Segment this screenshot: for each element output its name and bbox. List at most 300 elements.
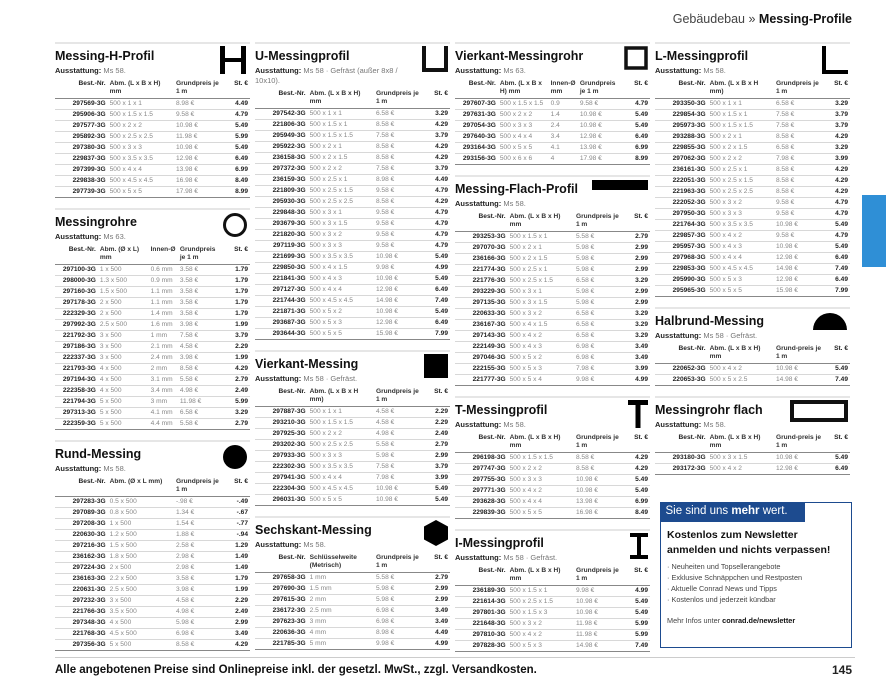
order-number: 221774-3G <box>455 265 508 276</box>
unit-price: 1.99 <box>225 353 250 364</box>
cell: 500 x 3 x 3 <box>108 143 174 154</box>
table-row[interactable] <box>55 320 250 331</box>
table-row[interactable] <box>55 541 250 552</box>
table-row[interactable] <box>255 131 450 142</box>
cell: 500 x 1.5 x 1.5 <box>508 453 574 464</box>
cell: 12.98 € <box>374 318 425 329</box>
cell: 4.4 mm <box>149 419 178 430</box>
tube-round-icon <box>222 212 248 243</box>
table-row[interactable] <box>455 364 650 375</box>
bullet: · Aktuelle Conrad News und Tipps <box>667 583 777 593</box>
table-row[interactable] <box>655 231 850 242</box>
section-title: Vierkant-Messingrohr <box>455 49 584 63</box>
table-row[interactable] <box>655 143 850 154</box>
table-row[interactable] <box>55 574 250 585</box>
table-row[interactable] <box>655 375 850 386</box>
table-row[interactable] <box>255 329 450 340</box>
table-row[interactable] <box>55 353 250 364</box>
order-number: 236158-3G <box>255 153 308 164</box>
table-row[interactable] <box>455 641 650 652</box>
spec-value: Ms 58. <box>503 420 526 429</box>
order-number: 221820-3G <box>255 230 308 241</box>
cell: 500 x 2 x 2 <box>308 164 374 175</box>
table-row[interactable] <box>655 187 850 198</box>
table-row[interactable] <box>255 208 450 219</box>
unit-price: 4.29 <box>225 364 250 375</box>
table-header <box>55 79 250 99</box>
table-row[interactable] <box>55 342 250 353</box>
unit-price: 5.49 <box>425 495 450 506</box>
spec-label: Ausstattung: <box>55 66 102 75</box>
cell: 10.98 € <box>574 608 625 619</box>
cell: 500 x 5 x 2.5 <box>708 375 774 386</box>
order-number: 236161-3G <box>655 165 708 176</box>
table-row[interactable] <box>55 121 250 132</box>
table-header <box>455 212 650 232</box>
order-number: 293253-3G <box>455 232 508 243</box>
unit-price: 4.29 <box>425 142 450 153</box>
table-row[interactable] <box>455 154 650 165</box>
table-row[interactable] <box>255 639 450 650</box>
table-row[interactable] <box>455 486 650 497</box>
table-row[interactable] <box>655 364 850 375</box>
table-row[interactable] <box>455 597 650 608</box>
table-row[interactable] <box>255 451 450 462</box>
column-header: Abm. (L x B x H) mm <box>508 566 574 586</box>
cell: 500 x 2 x 2 <box>508 464 574 475</box>
table-row[interactable] <box>255 606 450 617</box>
table-row[interactable] <box>55 519 250 530</box>
column-header: St. € <box>425 89 450 109</box>
cell: 4 x 500 <box>108 618 174 629</box>
breadcrumb <box>673 12 852 26</box>
order-number: 297577-3G <box>55 121 108 132</box>
spec-label: Ausstattung: <box>655 331 702 340</box>
cell: 4 x 500 <box>98 364 149 375</box>
cell: 500 x 2.5 x 1 <box>308 175 374 186</box>
table-row[interactable] <box>455 243 650 254</box>
table-row[interactable] <box>255 318 450 329</box>
table-row[interactable] <box>55 187 250 198</box>
cell: 500 x 4 x 2 <box>708 464 774 475</box>
table-row[interactable] <box>255 164 450 175</box>
order-number: 236167-3G <box>455 320 508 331</box>
table-row[interactable] <box>255 595 450 606</box>
table-row[interactable] <box>55 397 250 408</box>
cell: 500 x 1.5 x 1.5 <box>308 131 374 142</box>
table-row[interactable] <box>55 132 250 143</box>
order-number: 293350-3G <box>655 99 708 110</box>
cell: 3 x 500 <box>98 353 149 364</box>
square-tube-icon <box>624 46 648 75</box>
cell: 500 x 2.5 x 1 <box>508 265 574 276</box>
cell: 500 x 4 x 1.5 <box>508 320 574 331</box>
table-row[interactable] <box>255 296 450 307</box>
table-row[interactable] <box>455 99 650 110</box>
unit-price: 2.79 <box>225 375 250 386</box>
order-number: 297755-3G <box>455 475 508 486</box>
table-row[interactable] <box>55 309 250 320</box>
table-row[interactable] <box>55 563 250 574</box>
table-row[interactable] <box>55 176 250 187</box>
cell: 3.98 € <box>174 585 225 596</box>
table-row[interactable] <box>55 110 250 121</box>
table-row[interactable] <box>655 453 850 464</box>
unit-price: 4.29 <box>825 165 850 176</box>
table-row[interactable] <box>55 386 250 397</box>
column-header: Grundpreis je 1 m <box>374 553 425 573</box>
column-header: Schlüsselweite (Metrisch) <box>308 553 374 573</box>
product-section <box>255 350 450 506</box>
order-number: 220653-3G <box>655 375 708 386</box>
cell: 500 x 4 x 3 <box>508 342 574 353</box>
table-row[interactable] <box>455 353 650 364</box>
table-row[interactable] <box>55 265 250 276</box>
table-row[interactable] <box>455 331 650 342</box>
table-row[interactable] <box>255 263 450 274</box>
cell: 9.58 € <box>374 186 425 197</box>
cell: 6.98 € <box>374 606 425 617</box>
table-row[interactable] <box>255 584 450 595</box>
cell: 12.98 € <box>774 464 825 475</box>
bullet: · Kostenlos und jederzeit kündbar <box>667 594 776 604</box>
table-row[interactable] <box>55 99 250 110</box>
product-section <box>455 529 650 652</box>
cell: 9.98 € <box>374 639 425 650</box>
unit-price: 8.99 <box>625 154 650 165</box>
bullet: · Neuheiten und Topsellerangebote <box>667 561 781 571</box>
table-row[interactable] <box>55 408 250 419</box>
table-row[interactable] <box>255 628 450 639</box>
cell: 500 x 3 x 2 <box>308 230 374 241</box>
table-row[interactable] <box>55 298 250 309</box>
order-number: 296198-3G <box>455 453 508 464</box>
order-number: 296031-3G <box>255 495 308 506</box>
table-row[interactable] <box>55 552 250 563</box>
table-row[interactable] <box>255 407 450 418</box>
cell: 12.98 € <box>578 132 625 143</box>
unit-price: 5.49 <box>825 453 850 464</box>
unit-price: 5.49 <box>825 220 850 231</box>
cell: 500 x 4 x 1.5 <box>308 263 374 274</box>
table-row[interactable] <box>655 209 850 220</box>
cell: 500 x 4 x 4 <box>308 285 374 296</box>
order-number: 293180-3G <box>655 453 708 464</box>
table-row[interactable] <box>455 276 650 287</box>
table-row[interactable] <box>455 475 650 486</box>
order-number: 297119-3G <box>255 241 308 252</box>
table-row[interactable] <box>55 596 250 607</box>
table-row[interactable] <box>255 153 450 164</box>
table-row[interactable] <box>655 165 850 176</box>
cell: 6.58 € <box>774 99 825 110</box>
table-row[interactable] <box>655 286 850 297</box>
unit-price: 3.29 <box>625 320 650 331</box>
banner-text-end: wert. <box>762 504 788 517</box>
table-row[interactable] <box>55 497 250 508</box>
order-number: 293172-3G <box>655 464 708 475</box>
cell: 1.5 mm <box>308 584 374 595</box>
cell: 8.58 € <box>374 197 425 208</box>
cell: 10.98 € <box>774 453 825 464</box>
unit-price: 7.49 <box>825 375 850 386</box>
cell: 500 x 2.5 x 1.5 <box>308 186 374 197</box>
product-section <box>655 307 850 386</box>
order-number: 221841-3G <box>255 274 308 285</box>
unit-price: 4.99 <box>425 639 450 650</box>
cell: 8.98 € <box>374 175 425 186</box>
unit-price: 2.99 <box>625 287 650 298</box>
table-row[interactable] <box>255 274 450 285</box>
cell: 3.98 € <box>178 320 225 331</box>
cell: 2.4 mm <box>149 353 178 364</box>
table-row[interactable] <box>255 252 450 263</box>
table-row[interactable] <box>55 375 250 386</box>
table-row[interactable] <box>55 143 250 154</box>
table-row[interactable] <box>655 242 850 253</box>
product-section <box>655 42 850 297</box>
order-number: 220631-3G <box>55 585 108 596</box>
table-row[interactable] <box>255 307 450 318</box>
cell: 8.58 € <box>374 120 425 131</box>
order-number: 222304-3G <box>255 484 308 495</box>
cell: 9.58 € <box>774 231 825 242</box>
unit-price: 1.79 <box>225 309 250 320</box>
table-row[interactable] <box>455 232 650 243</box>
table-row[interactable] <box>55 287 250 298</box>
table-row[interactable] <box>55 618 250 629</box>
table-row[interactable] <box>455 110 650 121</box>
unit-price: 7.99 <box>825 286 850 297</box>
table-row[interactable] <box>655 154 850 165</box>
cell: 4 <box>549 154 578 165</box>
table-row[interactable] <box>455 586 650 597</box>
table-row[interactable] <box>455 121 650 132</box>
table-row[interactable] <box>255 617 450 628</box>
table-row[interactable] <box>55 508 250 519</box>
material-spec <box>455 553 650 563</box>
order-number: 236166-3G <box>455 254 508 265</box>
column-header: Abm. (L x B x H) mm <box>708 433 774 453</box>
table-row[interactable] <box>455 342 650 353</box>
unit-price: 1.49 <box>225 552 250 563</box>
column-2 <box>255 42 450 660</box>
column-header: Best.-Nr. <box>55 79 108 99</box>
table-row[interactable] <box>55 419 250 430</box>
order-number: 297046-3G <box>455 353 508 364</box>
order-number: 297658-3G <box>255 573 308 584</box>
cell: 9.58 € <box>374 230 425 241</box>
cell: 500 x 4 x 4 <box>108 165 174 176</box>
table-row[interactable] <box>455 298 650 309</box>
table-row[interactable] <box>55 640 250 651</box>
table-row[interactable] <box>655 275 850 286</box>
cell: 3.58 € <box>178 298 225 309</box>
table-row[interactable] <box>255 142 450 153</box>
table-row[interactable] <box>655 110 850 121</box>
material-spec <box>455 66 650 76</box>
table-row[interactable] <box>455 320 650 331</box>
product-table <box>455 212 650 386</box>
spec-label: Ausstattung: <box>255 66 302 75</box>
cell: 6.58 € <box>774 143 825 154</box>
order-number: 295965-3G <box>655 286 708 297</box>
order-number: 236172-3G <box>255 606 308 617</box>
table-row[interactable] <box>55 331 250 342</box>
cell: 500 x 3 x 2 <box>508 619 574 630</box>
table-row[interactable] <box>455 265 650 276</box>
table-row[interactable] <box>255 230 450 241</box>
spec-value: Ms 58. <box>503 199 526 208</box>
table-row[interactable] <box>455 497 650 508</box>
table-row[interactable] <box>455 453 650 464</box>
unit-price: 2.29 <box>425 418 450 429</box>
column-header: Grundpreis je 1 m <box>374 387 425 407</box>
column-header: Grundpreis je 1 m <box>574 566 625 586</box>
t-profile-icon <box>628 400 648 433</box>
cell: 5 x 500 <box>98 419 149 430</box>
table-row[interactable] <box>255 484 450 495</box>
unit-price: 7.49 <box>825 264 850 275</box>
table-row[interactable] <box>255 186 450 197</box>
cell: 10.98 € <box>574 475 625 486</box>
order-number: 297887-3G <box>255 407 308 418</box>
table-row[interactable] <box>255 440 450 451</box>
table-row[interactable] <box>655 132 850 143</box>
table-row[interactable] <box>455 132 650 143</box>
table-row[interactable] <box>455 143 650 154</box>
order-number: 297747-3G <box>455 464 508 475</box>
table-row[interactable] <box>255 219 450 230</box>
cell: 2.4 <box>549 121 578 132</box>
table-row[interactable] <box>655 220 850 231</box>
table-row[interactable] <box>55 165 250 176</box>
table-row[interactable] <box>455 309 650 320</box>
order-number: 295930-3G <box>255 197 308 208</box>
cell: 3.4 <box>549 132 578 143</box>
table-row[interactable] <box>255 120 450 131</box>
unit-price: 5.49 <box>225 143 250 154</box>
cell: 6.98 € <box>374 617 425 628</box>
cell: 14.98 € <box>774 375 825 386</box>
order-number: 222358-3G <box>55 386 98 397</box>
cell: 500 x 5 x 4 <box>508 375 574 386</box>
table-row[interactable] <box>655 253 850 264</box>
section-title: T-Messingprofil <box>455 403 548 417</box>
cell: 6.58 € <box>374 109 425 120</box>
order-number: 293229-3G <box>455 287 508 298</box>
order-number: 297933-3G <box>255 451 308 462</box>
order-number: 222337-3G <box>55 353 98 364</box>
table-row[interactable] <box>455 630 650 641</box>
order-number: 222329-3G <box>55 309 98 320</box>
cell: 8.98 € <box>174 99 225 110</box>
unit-price: 6.49 <box>425 318 450 329</box>
table-row[interactable] <box>255 109 450 120</box>
table-row[interactable] <box>455 287 650 298</box>
cell: 7.58 € <box>178 331 225 342</box>
cell: 11.98 € <box>174 132 225 143</box>
unit-price: 3.49 <box>625 342 650 353</box>
column-header: Grundpreis je 1 m <box>574 433 625 453</box>
spec-value: Ms 63. <box>103 232 126 241</box>
order-number: 293210-3G <box>255 418 308 429</box>
order-number: 295973-3G <box>655 121 708 132</box>
cell: 500 x 2 x 2 <box>308 429 374 440</box>
cell: 6.58 € <box>574 331 625 342</box>
column-header: St. € <box>425 553 450 573</box>
cell: 500 x 4 x 2 <box>508 630 574 641</box>
unit-price: 4.29 <box>825 176 850 187</box>
table-row[interactable] <box>255 573 450 584</box>
unit-price: 3.29 <box>225 408 250 419</box>
table-row[interactable] <box>255 473 450 484</box>
table-row[interactable] <box>455 375 650 386</box>
spec-value: Ms 58 · Gefräst (außer 8x8 / 10x10). <box>255 66 398 85</box>
cell: 500 x 3 x 1.5 <box>308 219 374 230</box>
unit-price: 3.29 <box>625 309 650 320</box>
unit-price: 1.99 <box>225 585 250 596</box>
table-row[interactable] <box>55 629 250 640</box>
table-row[interactable] <box>455 619 650 630</box>
table-row[interactable] <box>455 608 650 619</box>
table-row[interactable] <box>655 121 850 132</box>
unit-price: 1.29 <box>225 541 250 552</box>
table-row[interactable] <box>255 175 450 186</box>
table-row[interactable] <box>655 464 850 475</box>
table-row[interactable] <box>655 264 850 275</box>
cell: 1 x 500 <box>98 265 149 276</box>
table-header <box>255 89 450 109</box>
unit-price: 2.29 <box>225 342 250 353</box>
unit-price: 6.99 <box>625 497 650 508</box>
table-row[interactable] <box>455 254 650 265</box>
table-row[interactable] <box>55 154 250 165</box>
table-row[interactable] <box>455 464 650 475</box>
table-row[interactable] <box>255 241 450 252</box>
table-header <box>655 344 850 364</box>
breadcrumb-parent[interactable]: Gebäudebau » <box>672 12 756 26</box>
table-row[interactable] <box>255 462 450 473</box>
cell: 500 x 2.5 x 2.5 <box>308 197 374 208</box>
order-number: 229848-3G <box>255 208 308 219</box>
spec-value: Ms 58. <box>103 464 126 473</box>
section-title: Vierkant-Messing <box>255 357 359 371</box>
product-section <box>55 208 250 430</box>
table-row[interactable] <box>655 99 850 110</box>
table-row[interactable] <box>255 197 450 208</box>
table-row[interactable] <box>655 198 850 209</box>
table-row[interactable] <box>255 418 450 429</box>
table-row[interactable] <box>255 429 450 440</box>
table-row[interactable] <box>455 508 650 519</box>
table-row[interactable] <box>255 495 450 506</box>
order-number: 220652-3G <box>655 364 708 375</box>
table-row[interactable] <box>55 607 250 618</box>
unit-price: 5.49 <box>425 274 450 285</box>
cell: 500 x 3.5 x 3.5 <box>308 462 374 473</box>
table-row[interactable] <box>55 276 250 287</box>
cell: 8.58 € <box>774 132 825 143</box>
table-row[interactable] <box>55 530 250 541</box>
cell: 13.98 € <box>578 143 625 154</box>
table-row[interactable] <box>655 176 850 187</box>
table-row[interactable] <box>255 285 450 296</box>
table-row[interactable] <box>55 364 250 375</box>
cell: 500 x 4 x 4 <box>498 132 549 143</box>
table-row[interactable] <box>55 585 250 596</box>
newsletter-link[interactable]: conrad.de/newsletter <box>722 615 796 625</box>
